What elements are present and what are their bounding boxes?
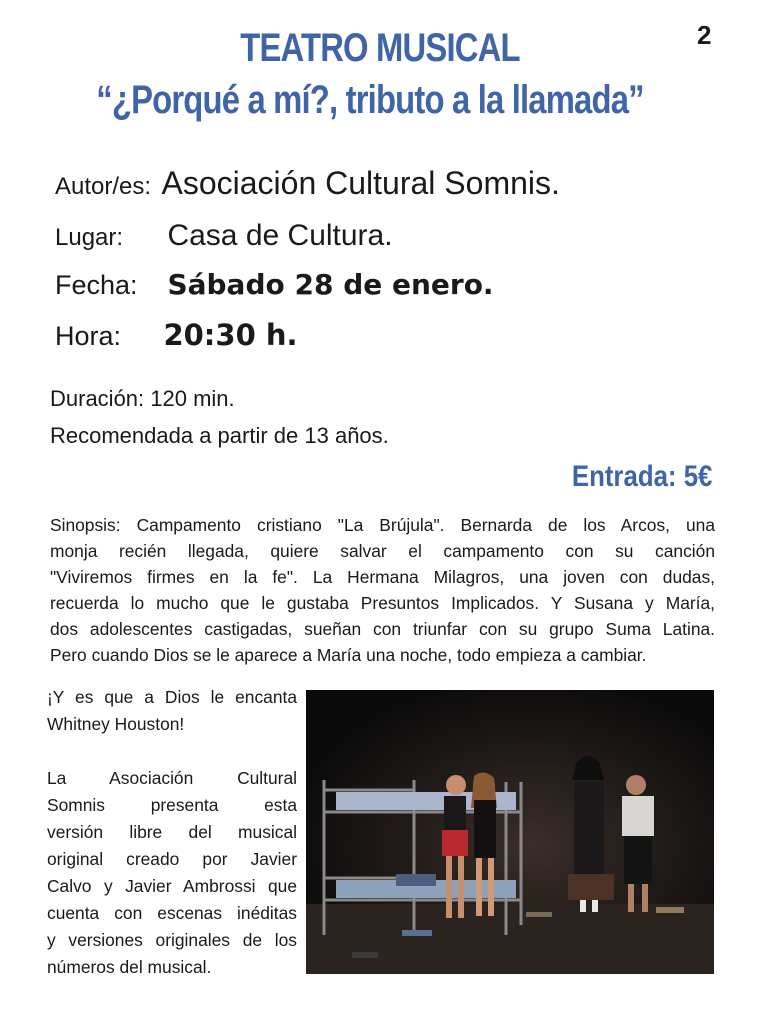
side-paragraph: [47, 684, 297, 981]
show-title: “¿Porqué a mí?, tributo a la llamada”: [96, 78, 644, 122]
info-lugar: [55, 219, 393, 253]
side-line: ¡Y es que a Dios le encanta: [47, 687, 297, 707]
side-line: cuenta con escenas inéditas: [47, 903, 297, 923]
page-title: TEATRO MUSICAL: [240, 26, 520, 70]
side-line: números del musical.: [47, 957, 212, 977]
fecha-value: Sábado 28 de enero.: [167, 268, 494, 301]
side-line: Calvo y Javier Ambrossi que: [47, 876, 297, 896]
side-line: La Asociación Cultural: [47, 768, 297, 788]
recomendada-text: Recomendada a partir de 13 años.: [50, 423, 389, 448]
lugar-label: Lugar:: [55, 224, 124, 251]
info-autor: [55, 165, 560, 202]
side-line: Somnis presenta esta: [47, 795, 297, 815]
sinopsis-line: monja recién llegada, quiere salvar el campamento con su canción: [50, 541, 715, 561]
info-fecha: [55, 268, 494, 301]
info-hora: [55, 318, 298, 352]
autor-value: Asociación Cultural Somnis.: [161, 165, 560, 201]
side-line: Whitney Houston!: [47, 714, 185, 734]
entrada-price: Entrada: 5€: [571, 460, 712, 493]
side-line: y versiones originales de los: [47, 930, 297, 950]
stage-photo: [306, 690, 714, 974]
sinopsis-line: dos adolescentes castigadas, sueñan con triunfar con su grupo Suma Latina.: [50, 619, 715, 639]
hora-value: 20:30 h.: [163, 318, 298, 352]
lugar-value: Casa de Cultura.: [167, 219, 393, 252]
side-line: original creado por Javier: [47, 849, 297, 869]
sinopsis-paragraph: [50, 512, 715, 668]
sinopsis-line: Sinopsis: Campamento cristiano "La Brújula". Bernarda de los Arcos, una: [50, 515, 715, 535]
sinopsis-line: "Viviremos firmes en la fe". La Hermana Milagros, una joven con dudas,: [50, 567, 715, 587]
sinopsis-line: Pero cuando Dios se le aparece a María una noche, todo empieza a cambiar.: [50, 645, 647, 665]
duracion-text: Duración: 120 min.: [50, 386, 235, 411]
side-line: versión libre del musical: [47, 822, 297, 842]
fecha-label: Fecha:: [55, 270, 138, 300]
stage-photo-illustration: [306, 690, 714, 974]
page-number: 2: [697, 20, 712, 50]
hora-label: Hora:: [55, 321, 122, 351]
sinopsis-line: recuerda lo mucho que le gustaba Presuntos Implicados. Y Susana y María,: [50, 593, 715, 613]
autor-label: Autor/es:: [55, 173, 152, 200]
